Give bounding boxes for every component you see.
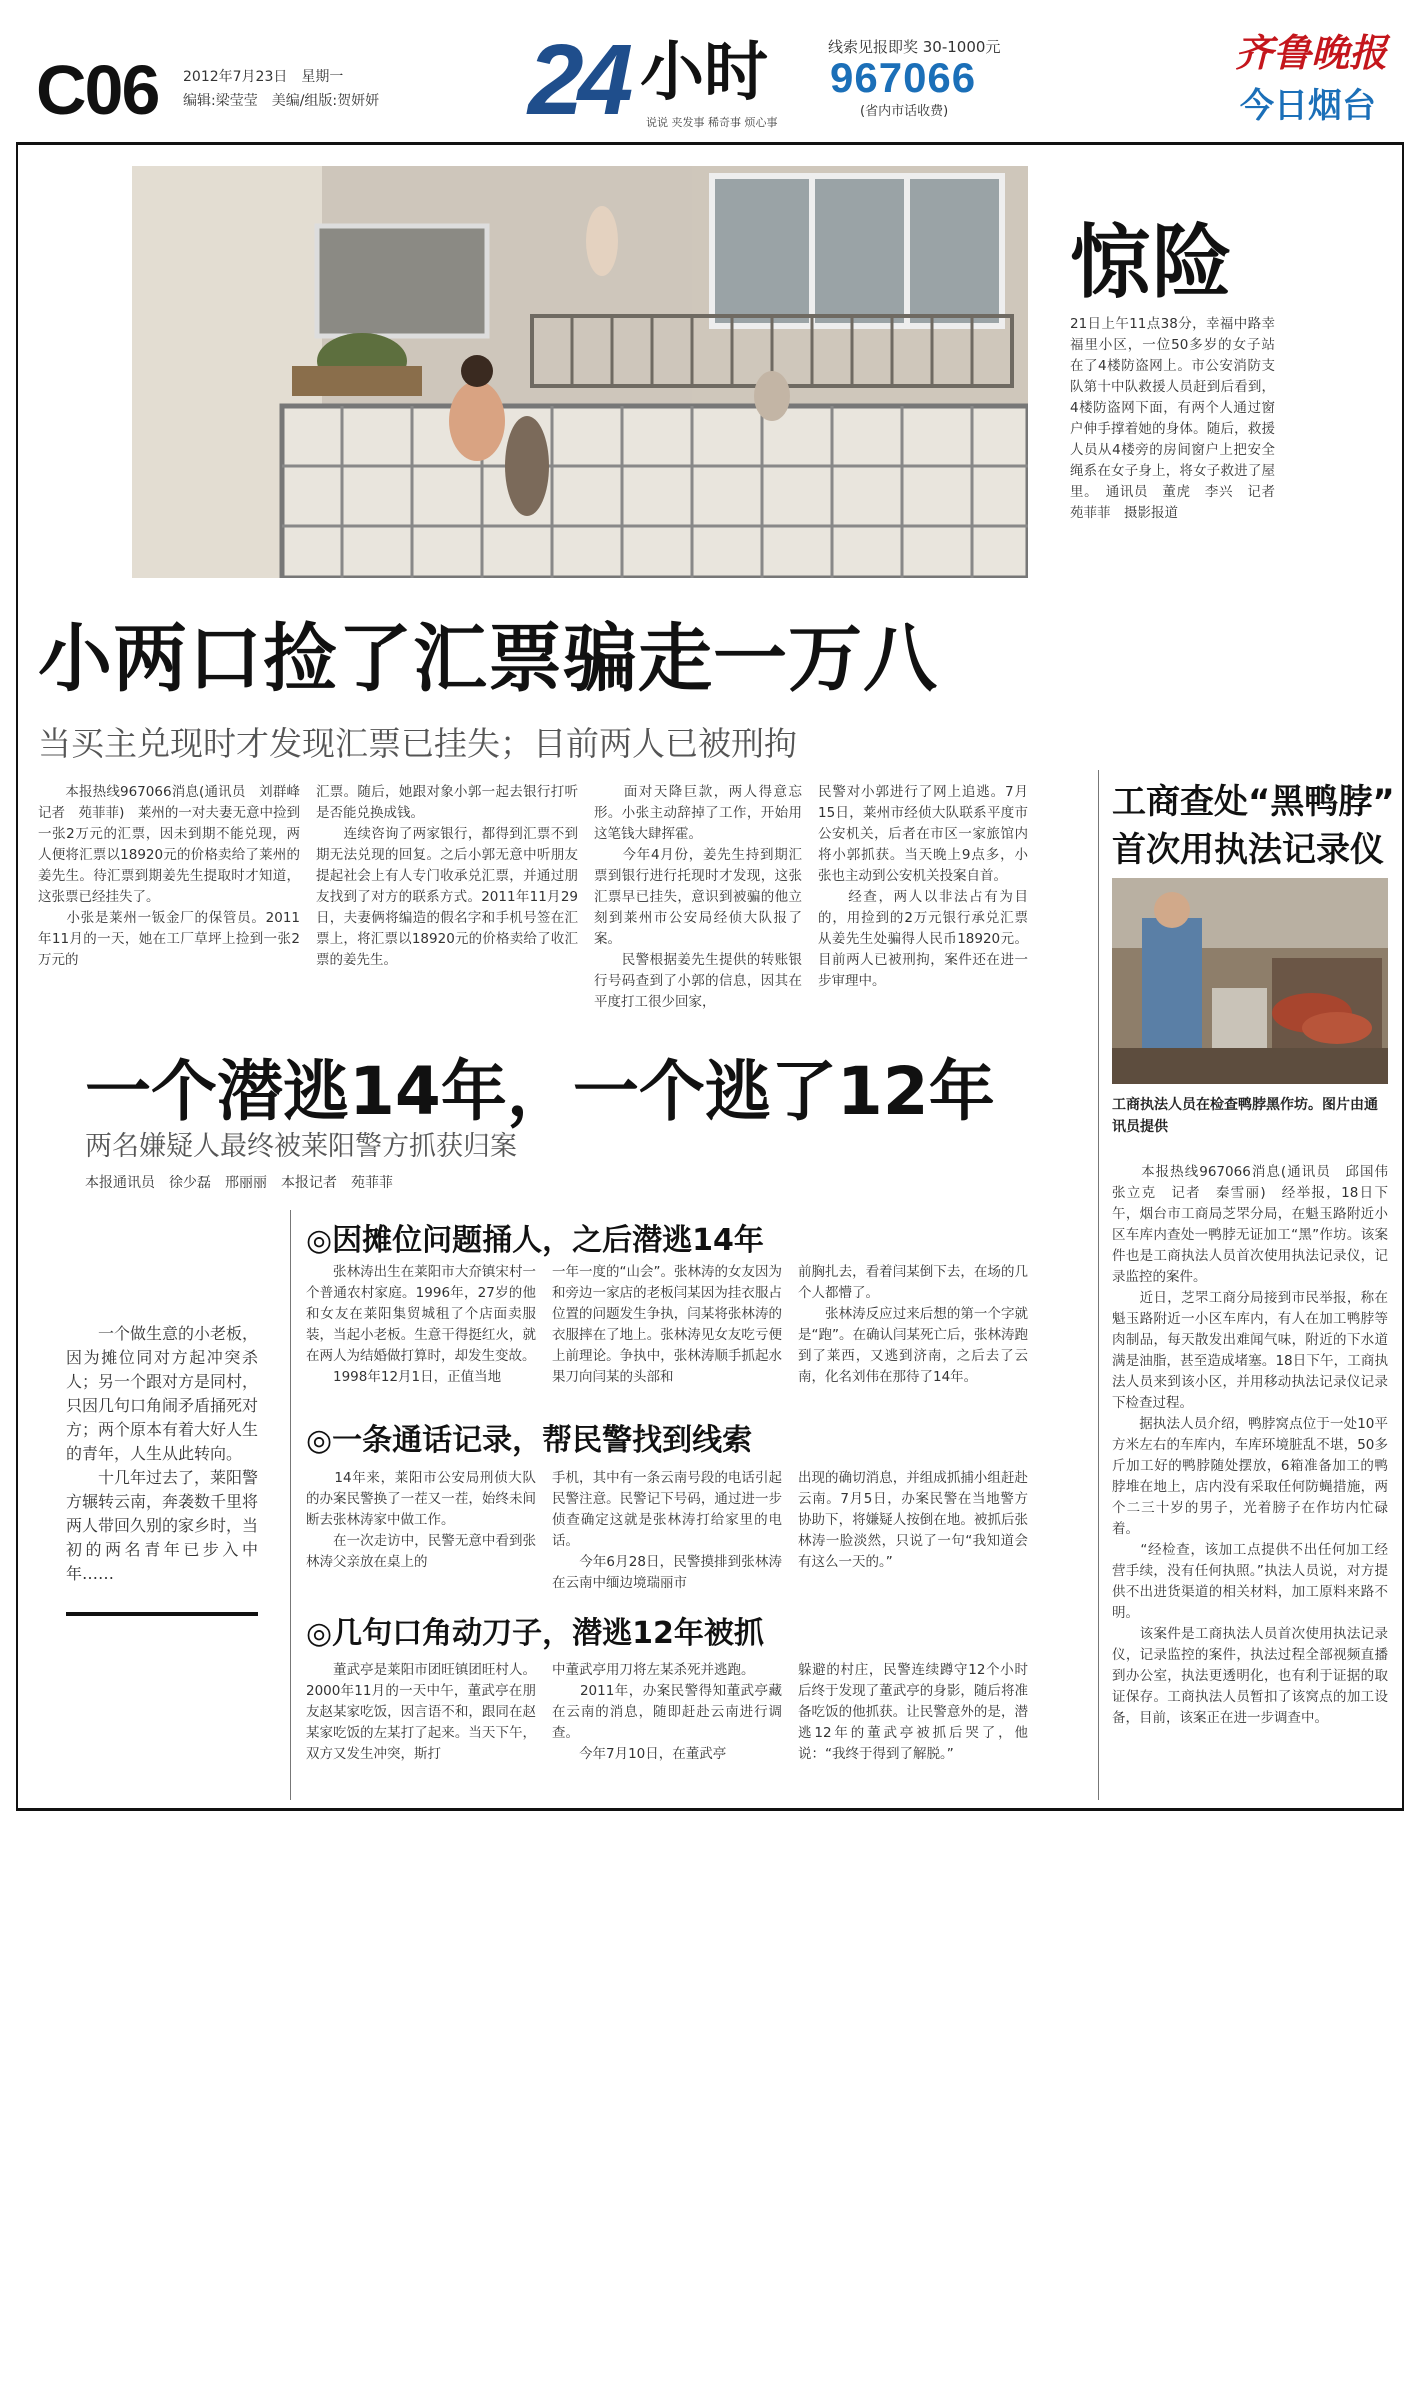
story2-section1-col3: 前胸扎去，看着闫某倒下去，在场的几个人都懵了。 张林涛反应过来后想的第一个字就是“跑”。在确认闫某死亡后，张林涛跑到了莱西，又逃到济南，之后去了云南，化名刘伟在那待了14年。 [798,1264,1028,1385]
story2-section1-col2: 一年一度的“山会”。张林涛的女友因为和旁边一家店的老板闫某因为挂衣服占位置的问题发生争执，闫某将张林涛的衣服摔在了地上。张林涛见女友吃亏便上前理论。争执中，张林涛顺手抓起水果刀向闫某的头部和 [552,1264,782,1385]
issue-date: 2012年7月23日 星期一 [183,69,344,85]
story2-blurb: 一个做生意的小老板，因为摊位同对方起冲突杀人；另一个跟对方是同村，只因几句口角闹矛盾捅死对方；两个原本有着大好人生的青年，人生从此转向。 十几年过去了，莱阳警方辗转云南，奔袭数千里将两人带回久别的家乡时，当初的两名青年已步入中年…… [66,1324,259,1583]
footer-rule [16,1808,1404,1811]
duck-neck-workshop-photo [1112,878,1388,1084]
story2-section2-col2: 手机，其中有一条云南号段的电话引起民警注意。民警记下号码，通过进一步侦查确定这就是张林涛打给家里的电话。 今年6月28日，民警摸排到张林涛在云南中缅边境瑞丽市 [552,1470,782,1591]
photo-story-title: 惊险 [1070,216,1234,309]
page-border-right [1402,145,1404,1810]
story2-section2-col1: 14年来，莱阳市公安局刑侦大队的办案民警换了一茬又一茬，始终未间断去张林涛家中做工作。 在一次走访中，民警无意中看到张林涛父亲放在桌上的 [306,1470,536,1570]
logo-slogan: 说说 夹发事 稀奇事 烦心事 [646,116,778,129]
page-border-left [16,145,18,1810]
story2-byline: 本报通讯员 徐少磊 邢丽丽 本报记者 苑菲菲 [85,1175,393,1191]
story2-section1-title: ◎因摊位问题捅人，之后潜逃14年 [306,1223,764,1258]
workshop-illustration [1112,878,1388,1084]
story1-col1: 本报热线967066消息(通讯员 刘群峰 记者 苑菲菲) 莱州的一对夫妻无意中捡到一张2万元的汇票，因未到期不能兑现，两人便将汇票以18920元的价格卖给了莱州的姜先生。待汇票到期姜先生提取时才知道，这张票已经挂失了。 小张是莱州一钣金厂的保管员。2011年11月的一天，她在工厂草坪上捡到一张2万元的 [38,784,300,968]
hotline-number: 967066 [830,54,977,101]
story2-section3-col2: 中董武亭用刀将左某杀死并逃跑。 2011年，办案民警得知董武亭藏在云南的消息，随即赶赴云南进行调查。 今年7月10日，在董武亭 [552,1662,782,1762]
building-illustration [132,166,1028,578]
edition-city: 今日烟台 [1240,86,1376,126]
story2-divider [290,1210,291,1800]
story3-headline-line2: 首次用执法记录仪 [1112,830,1384,870]
story2-subhead: 两名嫌疑人最终被莱阳警方抓获归案 [85,1131,517,1162]
logo-24 [528,24,643,136]
story2-section3-col1: 董武亭是莱阳市团旺镇团旺村人。2000年11月的一天中午，董武亭在朋友赵某家吃饭，因言语不和，跟同在赵某家吃饭的左某打了起来。当天下午，双方又发生冲突，斯打 [306,1662,536,1762]
page-code: C06 [36,51,159,129]
story2-section3-col3: 躲避的村庄，民警连续蹲守12个小时后终于发现了董武亭的身影，随后将准备吃饭的他抓获。让民警意外的是，潜逃12年的董武亭被抓后哭了，他说：“我终于得到了解脱。” [798,1662,1028,1762]
story3-body: 本报热线967066消息(通讯员 邱国伟 张立克 记者 秦雪丽) 经举报，18日下午，烟台市工商局芝罘分局，在魁玉路附近小区车库内查处一鸭脖无证加工“黑”作坊。该案件也是工商执法人员首次使用执法记录仪，记录监控的案件。 近日，芝罘工商分局接到市民举报，称在魁玉路附近一小区车库内，有人在加工鸭脖等肉制品，每天散发出难闻气味，附近的下水道满是油脂，甚至造成堵塞。18日下午，工商执法人员来到该小区，并用移动执法记录仪记录下检查过程。 据执法人员介绍，鸭脖窝点位于一处10平方米左右的车库内，车库环境脏乱不堪，50多斤加工好的鸭脖随处摆放，6箱准备加工的鸭脖堆在地上，店内没有采取任何防蝇措施，两个二三十岁的男子，光着膀子在作坊内忙碌着。 “经检查，该加工点提供不出任何加工经营手续，没有任何执照。”执法人员说，对方提供不出进货渠道的相关材料，加工原料来路不明。 该案件是工商执法人员首次使用执法记录仪，记录监控的案件，执法过程全部视频直播到办公室，执法更透明化，也有利于证据的取证保存。工商执法人员暂扣了该窝点的加工设备，目前，该案正在进一步调查中。 [1112,1164,1388,1726]
story1-subhead: 当买主兑现时才发现汇票已挂失；目前两人已被刑拘 [38,724,797,763]
story1-col2: 汇票。随后，她跟对象小郭一起去银行打听是否能兑换成钱。 连续咨询了两家银行，都得到汇票不到期无法兑现的回复。之后小郭无意中听朋友提起社会上有人专门收承兑汇票，并通过朋友找到了对方的联系方式。2011年11月29日，夫妻俩将编造的假名字和手机号签在汇票上，将汇票以18920元的价格卖给了收汇票的姜先生。 [316,784,578,968]
column-divider [1098,770,1099,1800]
story3-headline-line1: 工商查处“黑鸭脖” [1112,782,1395,822]
hotline-note: (省内市话收费) [860,104,949,119]
logo-text: 小时 [640,36,768,110]
header-rule [16,142,1404,145]
logo-number: 24 [528,24,628,136]
story1-headline: 小两口捡了汇票骗走一万八 [38,616,938,702]
story2-section2-col3: 出现的确切消息，并组成抓捕小组赶赴云南。7月5日，办案民警在当地警方协助下，将嫌疑人按倒在地。被抓后张林涛一脸淡然，只说了一句“我知道会有这么一天的。” [798,1470,1028,1570]
photo-story-text: 21日上午11点38分，幸福中路幸福里小区，一位50多岁的女子站在了4楼防盗网上。市公安消防支队第十中队救援人员赶到后看到，4楼防盗网下面，有两个人通过窗户伸手撑着她的身体。随后，救援人员从4楼旁的房间窗户上把安全绳系在女子身上，将女子救进了屋里。 通讯员 董虎 李兴 记者 苑菲菲 摄影报道 [1070,316,1289,521]
story2-section1-col1: 张林涛出生在莱阳市大夼镇宋村一个普通农村家庭。1996年，27岁的他和女友在莱阳集贸城租了个店面卖服装，当起小老板。生意干得挺红火，就在两人为结婚做打算时，却发生变故。 1998年12月1日，正值当地 [306,1264,536,1385]
section-logo [528,24,808,140]
story1-col3: 面对天降巨款，两人得意忘形。小张主动辞掉了工作，开始用这笔钱大肆挥霍。 今年4月份，姜先生持到期汇票到银行进行托现时才发现，这张汇票早已挂失，意识到被骗的他立刻到莱州市公安局经侦大队报了案。 民警根据姜先生提供的转账银行号码查到了小郭的信息，因其在平度打工很少回家， [594,784,802,1010]
editor-credits: 编辑:梁莹莹 美编/组版:贺妍妍 [183,93,380,109]
story2-section2-title: ◎一条通话记录，帮民警找到线索 [306,1423,753,1458]
newspaper-brand: 齐鲁晚报 [1235,30,1388,75]
story2-headline: 一个潜逃14年，一个逃了12年 [85,1053,995,1130]
story1-col4: 民警对小郭进行了网上追逃。7月15日，莱州市经侦大队联系平度市公安机关，后者在市区一家旅馆内将小郭抓获。当天晚上9点多，小张也主动到公安机关投案自首。 经查，两人以非法占有为目的，用捡到的2万元银行承兑汇票从姜先生处骗得人民币18920元。目前两人已被刑拘，案件还在进一步审理中。 [818,784,1028,989]
story2-section3-title: ◎几句口角动刀子，潜逃12年被抓 [306,1616,764,1651]
blurb-rule [66,1612,258,1616]
hotline-label: 线索见报即奖 30-1000元 [828,38,1001,56]
story3-photo-caption: 工商执法人员在检查鸭脖黑作坊。图片由通讯员提供 [1112,1097,1378,1135]
rescue-photo [132,166,1028,578]
